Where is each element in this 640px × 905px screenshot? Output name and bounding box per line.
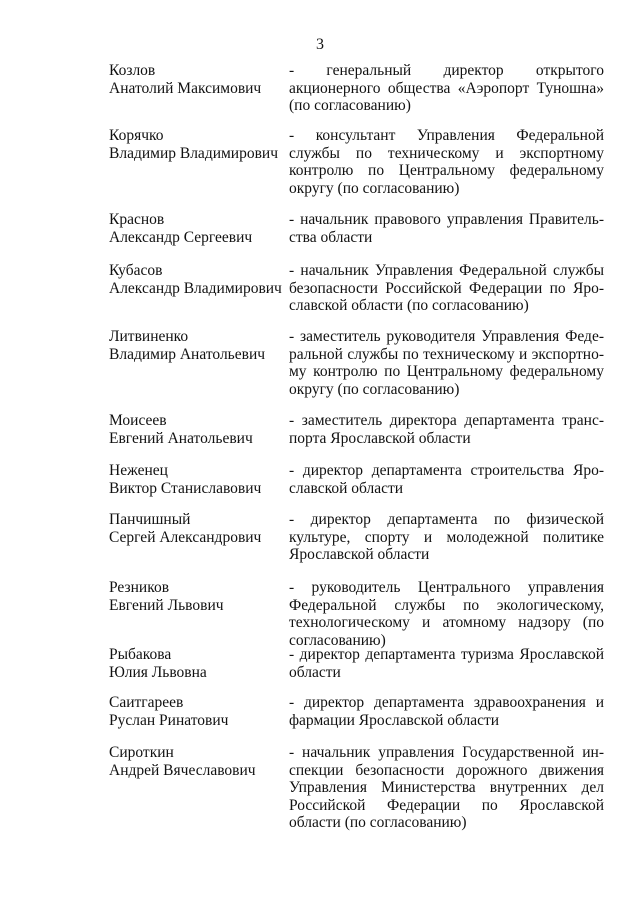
member-name: [109, 412, 279, 448]
member-name: [109, 511, 279, 547]
member-last-name: Неженец: [109, 462, 168, 479]
member-first-names: Юлия Львовна: [109, 664, 207, 681]
member-last-name: Рыбакова: [109, 646, 172, 663]
member-first-names: Анатолий Максимович: [109, 80, 262, 97]
member-role: - заместитель директора департамента транспорта Ярославской области: [289, 412, 604, 447]
member-name: [109, 462, 279, 498]
member-role: - генеральный директор открытого акционерного общества «Аэропорт Туношна» (по согласованию): [289, 62, 604, 114]
member-last-name: Саитгареев: [109, 694, 184, 711]
member-last-name: Сироткин: [109, 744, 174, 761]
member-name: [109, 646, 279, 682]
member-first-names: Андрей Вячеславович: [109, 762, 256, 779]
member-first-names: Руслан Ринатович: [109, 712, 229, 729]
member-role: - консультант Управления Федеральной службы по техническому и экспортному контролю по Центральному федеральному округу (по согласованию): [289, 127, 604, 197]
member-last-name: Литвиненко: [109, 328, 189, 345]
member-name: [109, 62, 279, 98]
member-name: [109, 328, 279, 364]
member-role: - руководитель Центрального управления Федеральной службы по экологическому, технологическому и атомному надзору (по согласованию): [289, 579, 604, 649]
member-last-name: Козлов: [109, 62, 156, 79]
member-role: - заместитель руководителя Управления Федеральной службы по техническому и экспортному контролю по Центральному федеральному округу (по согласованию): [289, 328, 604, 398]
member-last-name: Кубасов: [109, 262, 163, 279]
member-role: - директор департамента здравоохранения и фармации Ярославской области: [289, 694, 604, 729]
member-name: [109, 694, 279, 730]
member-last-name: Корячко: [109, 127, 164, 144]
member-first-names: Владимир Владимирович: [109, 145, 279, 162]
member-first-names: Евгений Львович: [109, 597, 224, 614]
member-name: [109, 579, 279, 615]
member-first-names: Евгений Анатольевич: [109, 430, 253, 447]
member-role: - начальник управления Государственной инспекции безопасности дорожного движения Управления Министерства внутренних дел Российской Федерации по Ярославской области (по согласованию): [289, 744, 604, 831]
member-role: - директор департамента туризма Ярославской области: [289, 646, 604, 681]
member-first-names: Сергей Александрович: [109, 529, 262, 546]
member-name: [109, 127, 279, 163]
member-role: - начальник правового управления Правительства области: [289, 211, 604, 246]
member-first-names: Александр Сергеевич: [109, 229, 253, 246]
member-name: [109, 744, 279, 780]
page-number: 3: [316, 36, 324, 53]
member-last-name: Резников: [109, 579, 170, 596]
member-first-names: Владимир Анатольевич: [109, 346, 266, 363]
member-role: - директор департамента по физической культуре, спорту и молодежной политике Ярославской области: [289, 511, 604, 563]
member-role: - начальник Управления Федеральной службы безопасности Российской Федерации по Ярославской области (по согласованию): [289, 262, 604, 314]
member-name: [109, 262, 282, 298]
member-last-name: Панчишный: [109, 511, 191, 528]
member-last-name: Краснов: [109, 211, 165, 228]
member-name: [109, 211, 279, 247]
member-first-names: Александр Владимирович: [109, 280, 282, 297]
member-first-names: Виктор Станиславович: [109, 480, 262, 497]
member-role: - директор департамента строительства Ярославской области: [289, 462, 604, 497]
member-last-name: Моисеев: [109, 412, 167, 429]
